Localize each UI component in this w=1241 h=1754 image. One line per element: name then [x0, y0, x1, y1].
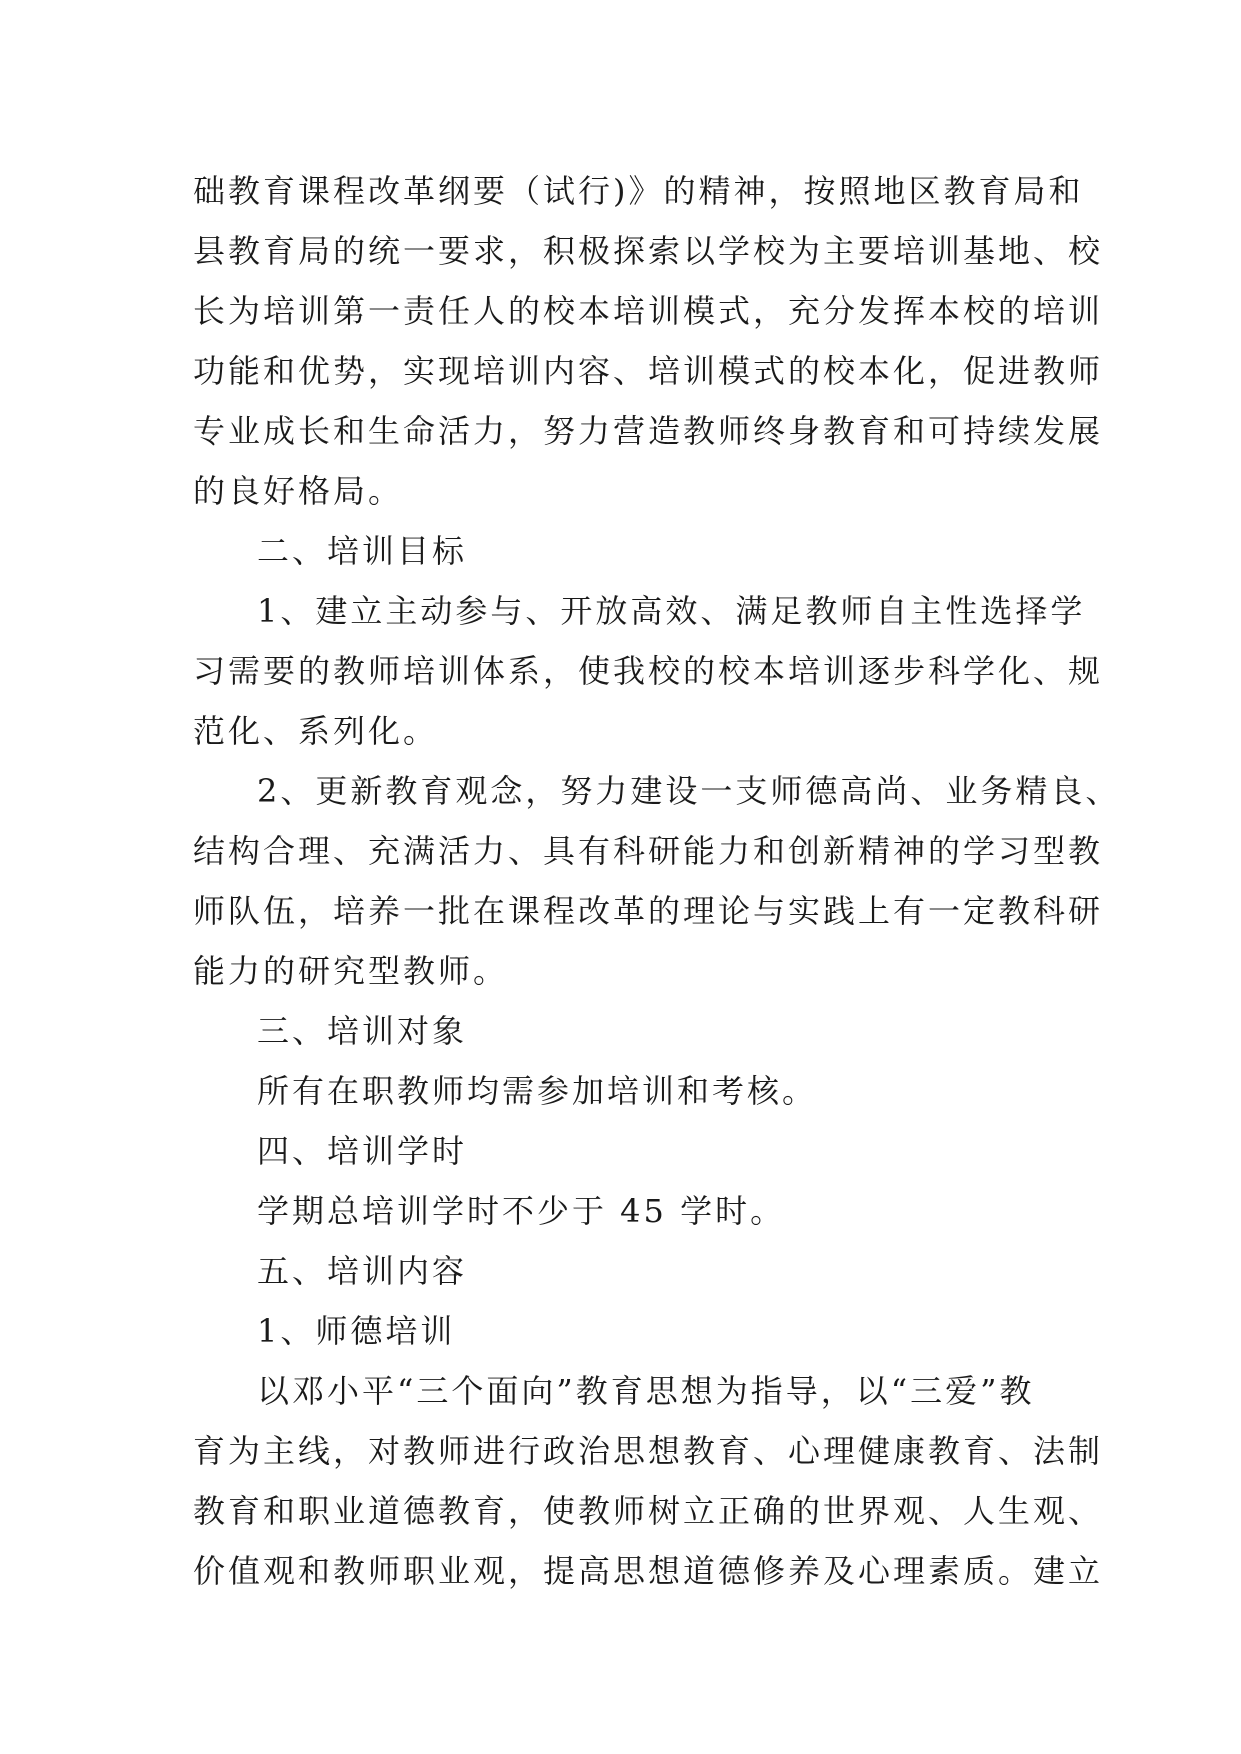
text-line: 价值观和教师职业观，提高思想道德修养及心理素质。建立: [193, 1552, 1104, 1590]
text-line: 范化、系列化。: [193, 712, 439, 750]
section-heading: 五、培训内容: [257, 1252, 468, 1290]
text-line: 习需要的教师培训体系，使我校的校本培训逐步科学化、规: [193, 652, 1104, 690]
text-line: 长为培训第一责任人的校本培训模式，充分发挥本校的培训: [193, 292, 1104, 330]
text-line: 教育和职业道德教育，使教师树立正确的世界观、人生观、: [193, 1492, 1104, 1530]
text-line: 县教育局的统一要求，积极探索以学校为主要培训基地、校: [193, 232, 1104, 270]
section-heading: 二、培训目标: [257, 532, 468, 570]
text-line: 础教育课程改革纲要（试行)》的精神，按照地区教育局和: [193, 172, 1084, 210]
text-line: 专业成长和生命活力，努力营造教师终身教育和可持续发展: [193, 412, 1104, 450]
text-line: 以邓小平“三个面向”教育思想为指导，以“三爱”教: [257, 1372, 1035, 1410]
text-line: 能力的研究型教师。: [193, 952, 509, 990]
text-line: 1、建立主动参与、开放高效、满足教师自主性选择学: [257, 592, 1086, 630]
text-line: 所有在职教师均需参加培训和考核。: [257, 1072, 818, 1110]
text-line: 结构合理、充满活力、具有科研能力和创新精神的学习型教: [193, 832, 1104, 870]
text-line: 育为主线，对教师进行政治思想教育、心理健康教育、法制: [193, 1432, 1104, 1470]
text-line: 师队伍，培养一批在课程改革的理论与实践上有一定教科研: [193, 892, 1104, 930]
section-heading: 四、培训学时: [257, 1132, 468, 1170]
text-line: 2、更新教育观念，努力建设一支师德高尚、业务精良、: [257, 772, 1121, 810]
text-line: 学期总培训学时不少于 45 学时。: [257, 1192, 786, 1230]
text-line: 的良好格局。: [193, 472, 404, 510]
subsection-heading: 1、师德培训: [257, 1312, 456, 1350]
text-line: 功能和优势，实现培训内容、培训模式的校本化，促进教师: [193, 352, 1104, 390]
section-heading: 三、培训对象: [257, 1012, 468, 1050]
body-text: [193, 161, 1121, 1601]
